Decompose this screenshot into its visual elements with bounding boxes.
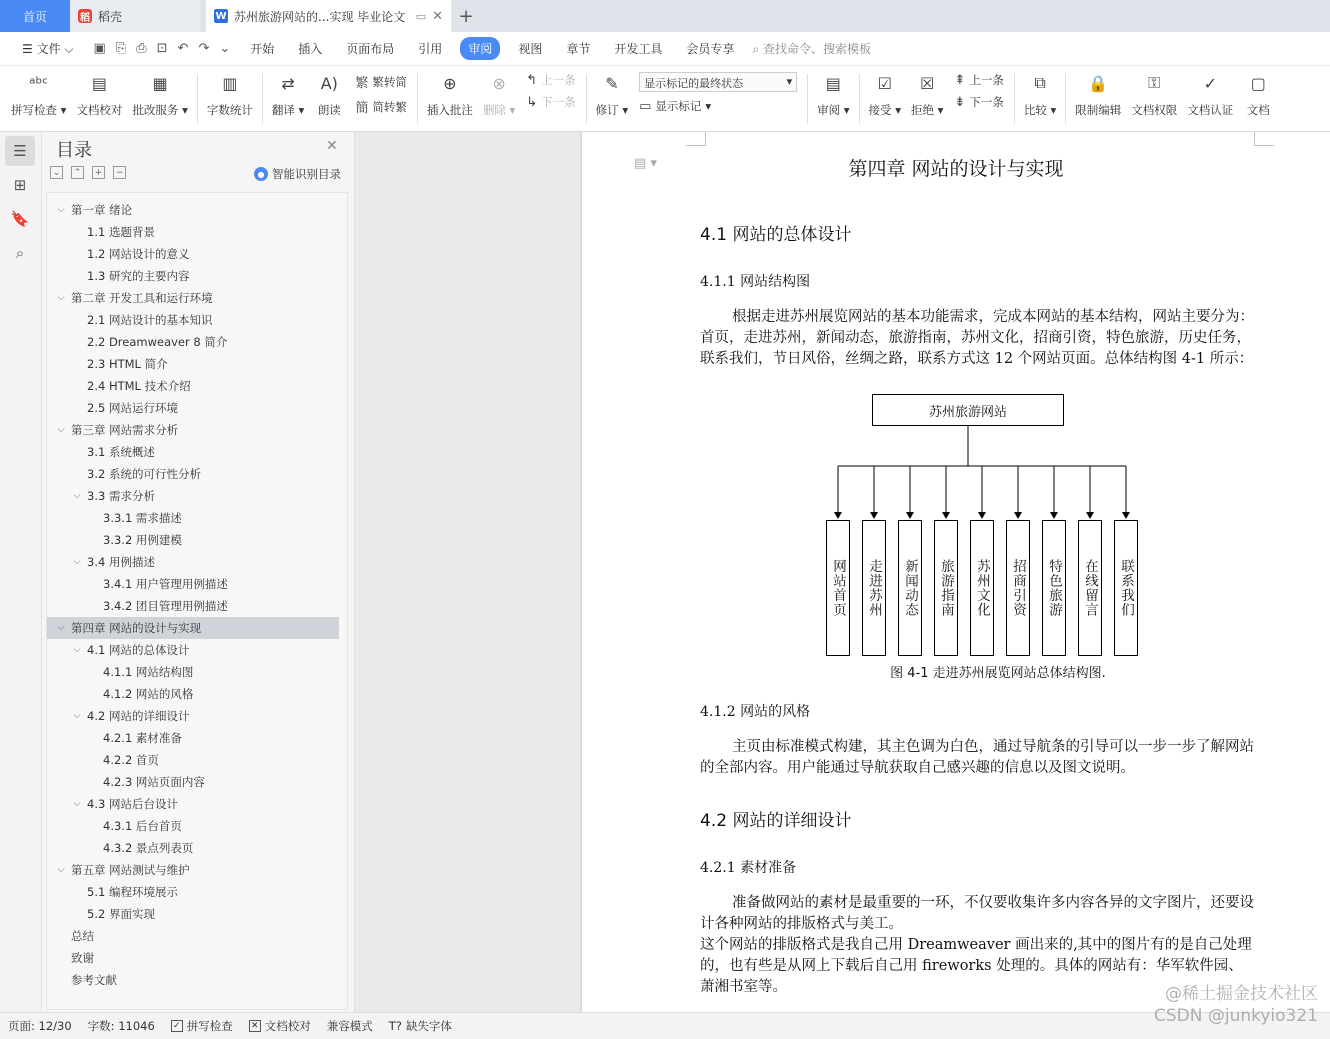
translate-label: 翻译 [271,103,295,117]
insert-comment-button[interactable] [422,70,478,118]
menu-item-insert[interactable]: 插入 [298,42,323,56]
diagram-child-node: 新闻动态 [898,520,922,656]
toc-item-label: 2.4 HTML 技术介绍 [87,379,191,393]
batch-service-label: 批改服务 [132,103,179,117]
reject-icon: ☒ [920,73,935,93]
read-aloud-label: 朗读 [317,103,341,117]
next-comment-label: 下一条 [541,95,576,109]
toc-item[interactable] [47,595,347,617]
daoke-icon: 稻 [78,9,92,23]
to-simplified-button[interactable] [355,97,407,116]
toc-item[interactable] [47,903,347,925]
status-bar [0,1012,1330,1039]
nav-icon-strip [0,132,42,1012]
ribbon-divider [859,74,860,124]
compare-button[interactable]: ⧉ 比较 ▾ [1019,70,1061,118]
toc-item[interactable] [47,771,347,793]
new-tab-button[interactable] [451,0,481,32]
prev-change-label: 上一条 [969,73,1004,87]
toc-item[interactable] [47,705,347,727]
paragraph: 准备做网站的素材是最重要的一环，不仅要收集许多内容各异的文字图片，还要设计各种网站的排版格式与美工。 [700,895,1254,932]
toc-item-label: 2.5 网站运行环境 [87,401,178,415]
chevron-down-icon[interactable]: ⌵ [73,557,81,567]
toc-item[interactable] [47,661,347,683]
command-search[interactable] [752,40,871,57]
toc-item-label: 4.1 网站的总体设计 [87,643,190,657]
toc-item-label: 3.4.2 团目管理用例描述 [103,599,228,613]
diagram-arrow [942,512,950,519]
tab-home-label: 首页 [22,9,47,24]
diagram-child-node: 联系我们 [1114,520,1138,656]
comment-plus-icon: ⊕ [443,73,457,93]
toc-item[interactable] [47,529,347,551]
diagram-arrow [834,512,842,519]
toc-item-label: 2.2 Dreamweaver 8 简介 [87,335,228,349]
insert-comment-label: 插入批注 [426,103,473,117]
section-heading: 4.2 网站的详细设计 [700,811,852,831]
toc-item-label: 3.1 系统概述 [87,445,155,459]
menu-item-devtools[interactable]: 开发工具 [614,42,663,56]
word-count-label: 字数统计 [206,103,253,117]
review-pane-label: 审阅 [817,103,841,117]
spell-check-status-label: 拼写检查 [186,1019,233,1033]
toc-item-label: 第五章 网站测试与维护 [71,863,190,877]
toc-item-label: 1.2 网站设计的意义 [87,247,190,261]
quick-access-toolbar [86,41,239,56]
word-count-icon: ▥ [222,73,238,93]
font-icon: T? [388,1019,402,1033]
doc-cert-label: 文档认证 [1187,103,1234,117]
doc-proof-label: 文档校对 [76,103,123,117]
batch-service-icon: ▦ [152,73,168,93]
figure-caption: 图 4-1 走进苏州展览网站总体结构图. [890,666,1106,681]
toc-item[interactable] [47,485,347,507]
toc-panel-icon[interactable]: ☰ [5,136,35,166]
chapter-nav-icon[interactable]: ⊞ [13,176,27,194]
toc-item[interactable] [47,617,339,639]
print-icon[interactable]: ⎙ [136,41,147,56]
toc-item[interactable] [47,375,347,397]
close-icon[interactable]: ✕ [432,8,443,24]
markup-group [633,70,803,116]
toc-title: 目录 [56,140,92,161]
doc-more-button[interactable] [1238,70,1278,118]
prev-comment-label: 上一条 [541,73,576,87]
diagram-child-node: 网站首页 [826,520,850,656]
doc-permission-button[interactable] [1126,70,1182,118]
toc-item-label: 参考文献 [71,973,117,987]
toc-item[interactable] [47,331,347,353]
next-icon: ↳ [526,94,538,110]
diagram-arrow [978,512,986,519]
toc-item[interactable] [47,397,347,419]
chevron-down-icon[interactable]: ⌵ [57,293,65,303]
chevron-down-icon[interactable]: ⌵ [57,865,65,875]
toc-item[interactable] [47,353,347,375]
diagram-arrow [906,512,914,519]
toc-item[interactable] [47,815,347,837]
toc-item-label: 总结 [71,929,94,943]
toc-item[interactable] [47,925,347,947]
diagram-child-node: 特色旅游 [1042,520,1066,656]
toc-item[interactable] [47,507,347,529]
convert-group [349,70,413,118]
compare-label: 比较 [1023,103,1047,117]
track-changes-label: 修订 [595,103,619,117]
page-indicator[interactable]: 页面: 12/30 [8,1019,72,1033]
paragraph: 这个网站的排版格式是我自己用 Dreamweaver 画出来的,其中的图片有的是自己处理的，也有些是从网上下载后自己用 fireworks 处理的。具体的网站有：华军软件园、萧湘书室等。 [700,937,1252,995]
diagram-child-node: 旅游指南 [934,520,958,656]
comment-delete-icon: ⊗ [492,73,506,93]
traditional-icon: 繁 [355,76,369,91]
doc-more-label: 文档 [1246,103,1270,117]
missing-font-status[interactable] [389,1018,452,1034]
menu-item-start[interactable]: 开始 [250,42,275,56]
toc-item-label: 3.3 需求分析 [87,489,155,503]
review-ribbon [0,66,1330,132]
toc-item-label: 4.3.2 景点列表页 [103,841,194,855]
word-count-button[interactable] [202,70,258,118]
toc-item-label: 2.1 网站设计的基本知识 [87,313,213,327]
diagram-child-node: 走进苏州 [862,520,886,656]
subsection-heading: 4.1.1 网站结构图 [700,274,811,290]
menu-bar [0,32,1330,66]
toc-item-label: 4.2.3 网站页面内容 [103,775,205,789]
toc-item-label: 4.2.1 素材准备 [103,731,182,745]
diagram-root-node: 苏州旅游网站 [872,394,1064,426]
paragraph: 主页由标准模式构建，其主色调为白色，通过导航条的引导可以一步一步了解网站的全部内容。用户能通过导航获取自己感兴趣的信息以及图文说明。 [700,739,1254,776]
paragraph: 根据走进苏州展览网站的基本功能需求，完成本网站的基本结构，网站主要分为：首页，走进苏州，新闻动态，旅游指南，苏州文化，招商引资，特色旅游，历史任务，联系我们，节日风俗，丝绸之路，联系方式这 12 个网站页面。总体结构图 4-1 所示： [700,309,1254,367]
toc-item-label: 5.1 编程环境展示 [87,885,178,899]
smart-toc-button[interactable] [254,166,341,182]
section-heading: 4.1 网站的总体设计 [700,225,852,245]
toc-item-label: 第三章 网站需求分析 [71,423,179,437]
menu-item-member[interactable]: 会员专享 [686,42,735,56]
show-markup-button[interactable]: ▭ 显示标记 ▾ [639,98,712,114]
toc-item[interactable] [47,793,347,815]
diagram-child-node: 苏州文化 [970,520,994,656]
lock-doc-icon: 🔒 [1088,73,1109,93]
toc-item-label: 第四章 网站的设计与实现 [71,621,202,635]
batch-service-button[interactable]: ▦ 批改服务 ▾ [127,70,192,118]
delete-comment-label: 删除 [482,103,506,117]
diagram-arrow [1122,512,1130,519]
doc-permission-label: 文档权限 [1131,103,1178,117]
toc-item[interactable] [47,837,347,859]
menu-item-references[interactable]: 引用 [418,42,443,56]
diagram-arrow [1050,512,1058,519]
toc-item[interactable] [47,947,347,969]
toc-item-label: 5.2 界面实现 [87,907,155,921]
doc-proof-button[interactable] [71,70,127,118]
doc-proof-status[interactable] [249,1018,311,1034]
translate-icon: ⇄ [281,73,295,93]
collapse-icon[interactable]: − [113,166,126,179]
toc-item[interactable] [47,287,347,309]
toc-item-label: 第二章 开发工具和运行环境 [71,291,213,305]
accept-icon: ☑ [877,73,892,93]
tab-daoke[interactable] [70,0,200,32]
subsection-heading: 4.2.1 素材准备 [700,860,797,876]
diagram-child-node: 在线留言 [1078,520,1102,656]
chevron-down-icon[interactable]: ⌵ [57,205,65,215]
toc-item[interactable] [47,881,347,903]
ribbon-divider [1014,74,1015,124]
spell-check-label: 拼写检查 [11,103,57,117]
toc-item[interactable] [47,683,347,705]
file-menu[interactable]: ☰ 文件 ⌵ [22,42,74,56]
prev-icon: ↰ [526,72,538,88]
search-icon: ⌕ [752,42,760,56]
menu-item-review[interactable]: 审阅 [460,37,500,60]
toc-item-label: 3.4.1 用户管理用例描述 [103,577,228,591]
spell-check-icon: ᵃᵇᶜ [29,73,49,93]
read-aloud-icon: A) [320,73,338,93]
translate-button[interactable]: ⇄ 翻译 ▾ [267,70,309,118]
toc-item-label: 3.4 用例描述 [87,555,155,569]
toc-item[interactable] [47,243,347,265]
word-count-indicator[interactable]: 字数: 11046 [87,1019,155,1033]
next-change-button[interactable] [954,94,1003,110]
preview-icon[interactable]: ⊡ [156,41,168,56]
site-structure-diagram [802,394,1162,694]
comment-nav-group [520,70,581,112]
toc-item[interactable] [47,265,347,287]
tab-home[interactable] [0,0,70,32]
toc-item[interactable] [47,441,347,463]
chevron-down-icon[interactable]: ⌵ [73,799,81,809]
toc-item[interactable] [47,199,347,221]
chevron-down-icon[interactable]: ⌵ [73,645,81,655]
toc-item-label: 3.3.1 需求描述 [103,511,182,525]
prev-comment-button[interactable] [526,72,575,88]
toc-item-label: 3.3.2 用例建模 [103,533,182,547]
diagram-child-node: 招商引资 [1006,520,1030,656]
smart-toc-label: 智能识别目录 [272,167,341,181]
chevron-down-icon[interactable]: ⌵ [57,623,65,633]
review-pane-icon: ▤ [825,73,841,93]
ribbon-divider [586,74,587,124]
close-icon[interactable]: ✕ [326,138,338,154]
page-menu-icon[interactable]: ▤ ▾ [634,156,657,171]
toc-item-label: 4.1.2 网站的风格 [103,687,194,701]
ribbon-divider [1065,74,1066,124]
chevron-down-icon: ▾ [786,75,793,88]
reject-button[interactable]: ☒ 拒绝 ▾ [906,70,948,118]
next-change-label: 下一条 [969,95,1004,109]
change-nav-group [948,70,1009,112]
proof-icon: ✕ [249,1020,261,1032]
tab-document[interactable] [206,0,451,32]
next-change-icon: ⇟ [954,94,966,110]
expand-icon[interactable]: + [92,166,105,179]
next-comment-button[interactable] [526,94,575,110]
read-aloud-button[interactable] [309,70,349,118]
document-page [582,132,1330,1012]
undo-icon[interactable]: ↶ [177,41,189,56]
restrict-edit-label: 限制编辑 [1075,103,1122,117]
spell-check-status[interactable] [171,1018,233,1034]
toc-list [46,192,348,1010]
to-traditional-button[interactable] [355,72,407,91]
toc-item[interactable] [47,221,347,243]
doc-cert-button[interactable] [1182,70,1238,118]
toc-item-label: 1.1 选题背景 [87,225,155,239]
menu-item-layout[interactable]: 页面布局 [346,42,395,56]
toc-item-label: 3.2 系统的可行性分析 [87,467,201,481]
track-changes-icon: ✎ [605,73,619,93]
accept-button[interactable]: ☑ 接受 ▾ [864,70,906,118]
toc-item[interactable] [47,463,347,485]
crop-mark [1254,132,1274,146]
review-pane-button[interactable]: ▤ 审阅 ▾ [812,70,854,118]
tab-daoke-label: 稻壳 [98,9,123,24]
tab-document-label: 苏州旅游网站的...实现 毕业论文 [234,9,406,24]
menu-item-chapter[interactable]: 章节 [566,42,591,56]
toc-item-label: 4.3.1 后台首页 [103,819,182,833]
watermark-line: CSDN @junkyio321 [1153,1006,1318,1026]
diagram-arrow [1014,512,1022,519]
chapter-title: 第四章 网站的设计与实现 [848,158,1064,180]
ribbon-divider [262,74,263,124]
permission-icon: ⚿ [1148,73,1161,92]
toc-item-label: 4.1.1 网站结构图 [103,665,194,679]
monitor-icon[interactable]: ▭ [415,9,427,23]
ribbon-divider [807,74,808,124]
diagram-arrow [1086,512,1094,519]
chevron-down-icon[interactable]: ⌵ [73,711,81,721]
ribbon-divider [197,74,198,124]
chevron-down-icon[interactable]: ⌵ [73,491,81,501]
search-icon[interactable]: ⌕ [15,244,25,262]
prev-change-button[interactable] [954,72,1003,88]
to-simplified-label: 简转繁 [372,99,407,114]
watermark-line: @稀土掘金技术社区 [1165,984,1318,1004]
toc-item-label: 4.2.2 首页 [103,753,159,767]
save-icon[interactable]: ▣ [93,41,106,56]
word-doc-icon: W [215,10,227,22]
chevron-down-icon[interactable]: ⌵ [57,425,65,435]
doc-proof-status-label: 文档校对 [264,1019,311,1033]
markup-state-value: 显示标记的最终状态 [644,77,744,90]
toc-item-label: 4.3 网站后台设计 [87,797,178,811]
plus-icon: + [458,5,474,27]
bookmark-icon[interactable]: 🔖 [10,210,30,228]
document-area [355,132,1330,1012]
collapse-down-icon[interactable]: ⌄ [50,166,63,179]
toc-item[interactable] [47,749,347,771]
toc-item[interactable] [47,639,347,661]
toc-toolbar [50,166,126,179]
accept-label: 接受 [868,103,892,117]
certificate-icon: ✓ [1203,73,1217,93]
toc-item-label: 2.3 HTML 简介 [87,357,168,371]
collapse-up-icon[interactable]: ⌃ [71,166,84,179]
ai-icon: ● [254,167,268,181]
toc-item-label: 致谢 [71,951,94,965]
command-search-label: 查找命令、搜索模板 [762,42,871,56]
delete-comment-button[interactable]: ⊗ 删除 ▾ [478,70,520,118]
toc-item[interactable] [47,419,347,441]
prev-change-icon: ⇞ [954,72,966,88]
toc-item[interactable] [47,309,347,331]
menu-item-view[interactable]: 视图 [518,42,543,56]
toc-item-label: 第一章 绪论 [71,203,133,217]
track-changes-button[interactable]: ✎ 修订 ▾ [591,70,633,118]
toc-item[interactable] [47,859,347,881]
file-menu-label: 文件 [36,42,61,56]
doc-more-icon: ▢ [1250,73,1266,93]
compat-mode: 兼容模式 [326,1019,373,1033]
crop-mark [686,132,706,146]
toc-item-label: 1.3 研究的主要内容 [87,269,190,283]
toc-panel [42,132,355,1012]
to-traditional-label: 繁转简 [372,74,407,89]
toc-item[interactable] [47,727,347,749]
missing-font-label: 缺失字体 [405,1019,452,1033]
reject-label: 拒绝 [910,103,934,117]
spell-check-button[interactable]: ᵃᵇᶜ 拼写检查 ▾ [6,70,71,118]
compare-icon: ⧉ [1034,73,1046,92]
export-icon[interactable]: ⎘ [115,41,127,56]
redo-icon[interactable]: ↷ [198,41,210,56]
subsection-heading: 4.1.2 网站的风格 [700,704,811,720]
markup-state-select[interactable] [639,72,797,92]
check-icon: ✓ [171,1020,183,1032]
chevron-down-icon[interactable]: ⌄ [219,41,231,56]
ribbon-divider [417,74,418,124]
toc-item[interactable] [47,573,347,595]
restrict-edit-button[interactable] [1070,70,1126,118]
simplified-icon: 簡 [355,101,369,116]
doc-proof-icon: ▤ [91,73,107,93]
toc-item[interactable] [47,551,347,573]
diagram-arrow [870,512,878,519]
watermark [1154,983,1318,1027]
toc-item-label: 4.2 网站的详细设计 [87,709,190,723]
tab-bar [0,0,1330,32]
toc-item[interactable] [47,969,347,991]
show-markup-icon: ▭ [639,98,652,114]
show-markup-label: 显示标记 [655,99,702,113]
